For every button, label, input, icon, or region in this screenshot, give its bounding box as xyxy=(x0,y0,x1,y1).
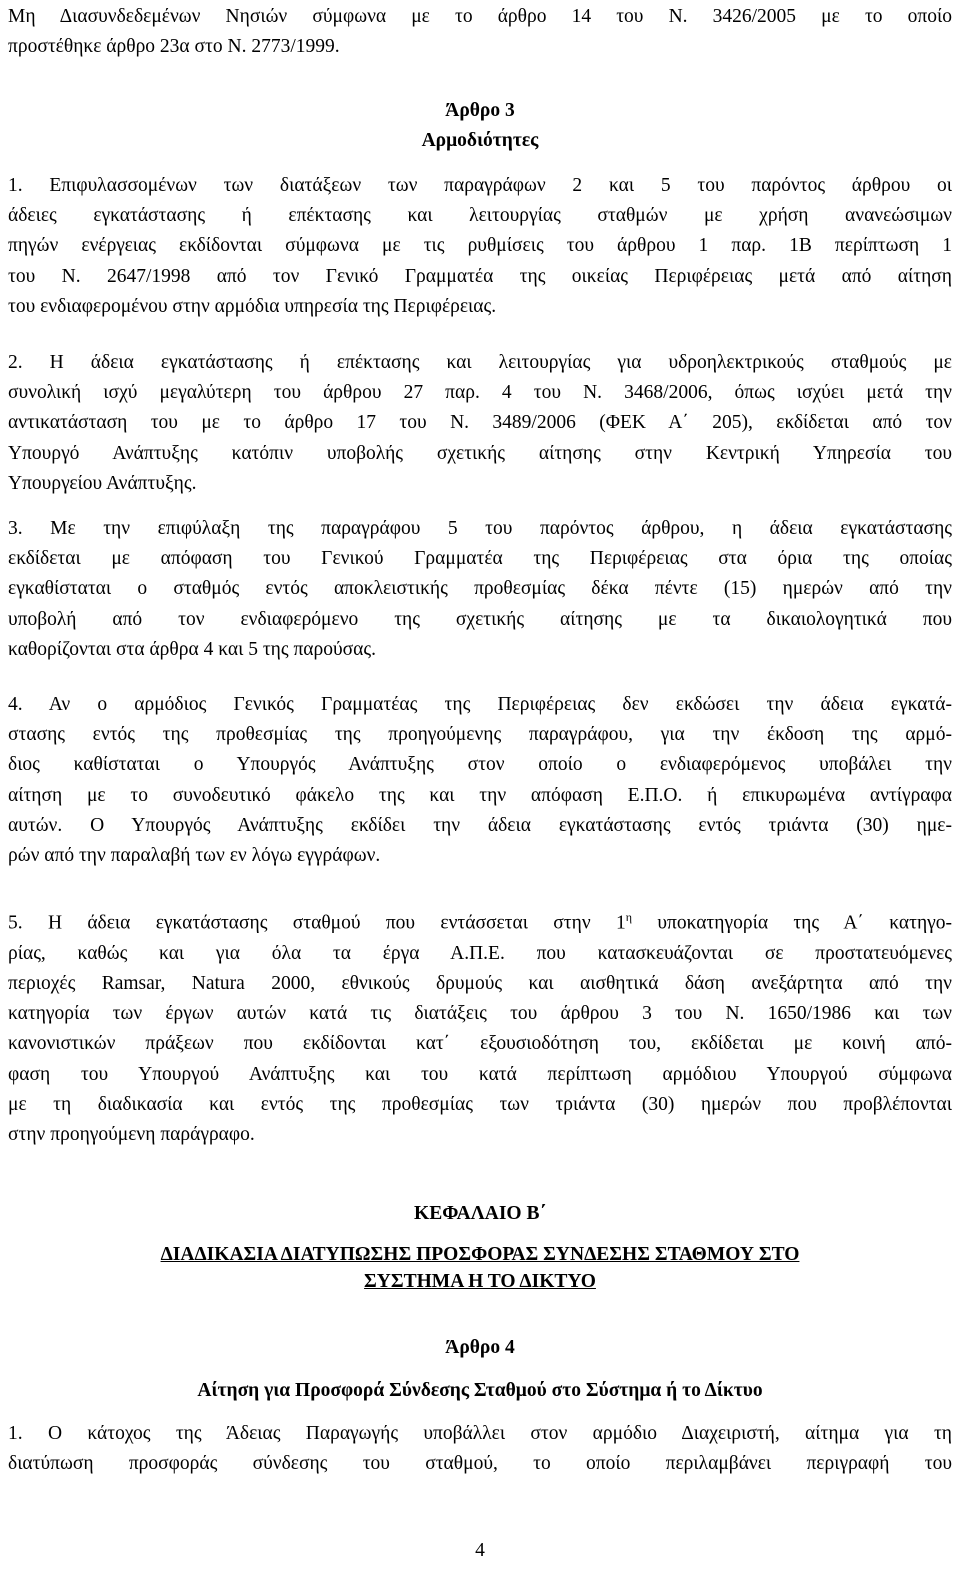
text-line: Υπουργό Ανάπτυξης κατόπιν υποβολής σχετικής αίτησης στην Κεντρική Υπηρεσία του xyxy=(8,442,952,464)
article-3-paragraph-5 xyxy=(8,908,952,1150)
text-line: διατύπωση προσφοράς σύνδεσης του σταθμού, το οποίο περιλαμβάνει περιγραφή του xyxy=(8,1453,952,1475)
text-line: στασης εντός της προθεσμίας της προηγούμενης παραγράφου, για την έκδοση της αρμό- xyxy=(8,724,952,746)
text-line: του Ν. 2647/1998 από τον Γενικό Γραμματέα της οικείας Περιφέρειας μετά από αίτηση xyxy=(8,265,952,287)
chapter-heading-line-1: ΔΙΑΔΙΚΑΣΙΑ ΔΙΑΤΥΠΩΣΗΣ ΠΡΟΣΦΟΡΑΣ ΣΥΝΔΕΣΗΣ ΣΤΑΘΜΟΥ ΣΤΟ xyxy=(160,1244,800,1265)
article-3-title: Άρθρο 3 xyxy=(445,100,515,121)
intro-paragraph xyxy=(8,2,952,62)
text-line: αίτηση με το συνοδευτικό φάκελο της και την απόφαση Ε.Π.Ο. ή επικυρωμένα αντίγραφα xyxy=(8,784,952,806)
text-fragment: υποκατηγορία της Α΄ κατηγο- xyxy=(632,912,952,934)
text-line: κανονιστικών πράξεων που εκδίδονται κατ΄ εξουσιοδότηση του, εκδίδεται με κοινή από- xyxy=(8,1033,952,1055)
text-line: διος καθίσταται ο Υπουργός Ανάπτυξης στον οποίο ο ενδιαφερόμενος υποβάλει την xyxy=(8,754,952,776)
text-line: υποβολή από τον ενδιαφερόμενο της σχετικής αίτησης με τα δικαιολογητικά που xyxy=(8,608,952,630)
text-line: αντικατάσταση του με το άρθρο 17 του Ν. 3489/2006 (ΦΕΚ Α΄ 205), εκδίδεται από τον xyxy=(8,412,952,434)
text-line: αυτών. Ο Υπουργός Ανάπτυξης εκδίδει την άδεια εγκατάστασης εντός τριάντα (30) ημε- xyxy=(8,814,952,836)
text-line: άδειες εγκατάστασης ή επέκτασης και λειτουργίας σταθμών με χρήση ανανεώσιμων xyxy=(8,205,952,227)
chapter-heading-line-2: ΣΥΣΤΗΜΑ Η ΤΟ ΔΙΚΤΥΟ xyxy=(364,1271,596,1292)
article-4-title: Άρθρο 4 xyxy=(445,1337,515,1358)
text-line: 1. Επιφυλασσομένων των διατάξεων των παραγράφων 2 και 5 του παρόντος άρθρου οι xyxy=(8,175,952,196)
text-line: ρών από την παραλαβή των εν λόγω εγγράφων. xyxy=(8,845,381,867)
text-fragment: 5. Η άδεια εγκατάστασης σταθμού που εντάσσεται στην 1 xyxy=(8,912,626,934)
text-line xyxy=(8,908,952,939)
text-line: πηγών ενέργειας εκδίδονται σύμφωνα με τις ρυθμίσεις του άρθρου 1 παρ. 1Β περίπτωση 1 xyxy=(8,235,952,257)
text-line: του ενδιαφερομένου στην αρμόδια υπηρεσία της Περιφέρειας. xyxy=(8,295,497,317)
text-line: με τη διαδικασία και εντός της προθεσμίας των τριάντα (30) ημερών που προβλέπονται xyxy=(8,1093,952,1115)
text-line: 3. Με την επιφύλαξη της παραγράφου 5 του παρόντος άρθρου, η άδεια εγκατάστασης xyxy=(8,518,952,539)
text-line: περιοχές Ramsar, Natura 2000, εθνικούς δρυμούς και αισθητικά δάση ανεξάρτητα από την xyxy=(8,972,952,994)
article-3-subtitle: Αρμοδιότητες xyxy=(421,130,539,151)
article-3-paragraph-2 xyxy=(8,348,952,499)
text-line: στην προηγούμενη παράγραφο. xyxy=(8,1124,255,1146)
page-number: 4 xyxy=(475,1540,485,1561)
text-line: φαση του Υπουργού Ανάπτυξης και του κατά περίπτωση αρμόδιου Υπουργού σύμφωνα xyxy=(8,1063,952,1085)
article-3-paragraph-1 xyxy=(8,171,952,322)
text-line: κατηγορία των έργων αυτών κατά τις διατάξεις του άρθρου 3 του Ν. 1650/1986 και των xyxy=(8,1003,952,1025)
text-line: προστέθηκε άρθρο 23α στο Ν. 2773/1999. xyxy=(8,36,340,58)
text-line: 4. Αν ο αρμόδιος Γενικός Γραμματέας της Περιφέρειας δεν εκδώσει την άδεια εγκατά- xyxy=(8,694,952,715)
article-3-paragraph-3 xyxy=(8,514,952,665)
article-3-paragraph-4 xyxy=(8,690,952,871)
text-line: καθορίζονται στα άρθρα 4 και 5 της παρούσας. xyxy=(8,638,376,660)
text-line: 1. Ο κάτοχος της Άδειας Παραγωγής υποβάλλει στον αρμόδιο Διαχειριστή, αίτημα για τη xyxy=(8,1423,952,1444)
text-line: Μη Διασυνδεδεμένων Νησιών σύμφωνα με το άρθρο 14 του Ν. 3426/2005 με το οποίο xyxy=(8,6,952,27)
text-line: εγκαθίσταται ο σταθμός εντός αποκλειστικής προθεσμίας δέκα πέντε (15) ημερών από την xyxy=(8,578,952,600)
article-4-subtitle: Αίτηση για Προσφορά Σύνδεσης Σταθμού στο Σύστημα ή το Δίκτυο xyxy=(197,1380,763,1401)
text-line: ρίας, καθώς και για όλα τα έργα Α.Π.Ε. που κατασκευάζονται σε προστατευόμενες xyxy=(8,942,952,964)
text-line: 2. Η άδεια εγκατάστασης ή επέκτασης και λειτουργίας για υδροηλεκτρικούς σταθμούς με xyxy=(8,352,952,373)
text-line: συνολική ισχύ μεγαλύτερη του άρθρου 27 παρ. 4 του Ν. 3468/2006, όπως ισχύει μετά την xyxy=(8,382,952,404)
text-line: εκδίδεται με απόφαση του Γενικού Γραμματέα της Περιφέρειας στα όρια της οποίας xyxy=(8,548,952,570)
ordinal-superscript: η xyxy=(625,910,632,924)
text-line: Υπουργείου Ανάπτυξης. xyxy=(8,472,197,494)
article-4-paragraph-1 xyxy=(8,1419,952,1479)
chapter-title: ΚΕΦΑΛΑΙΟ Β΄ xyxy=(414,1203,546,1224)
